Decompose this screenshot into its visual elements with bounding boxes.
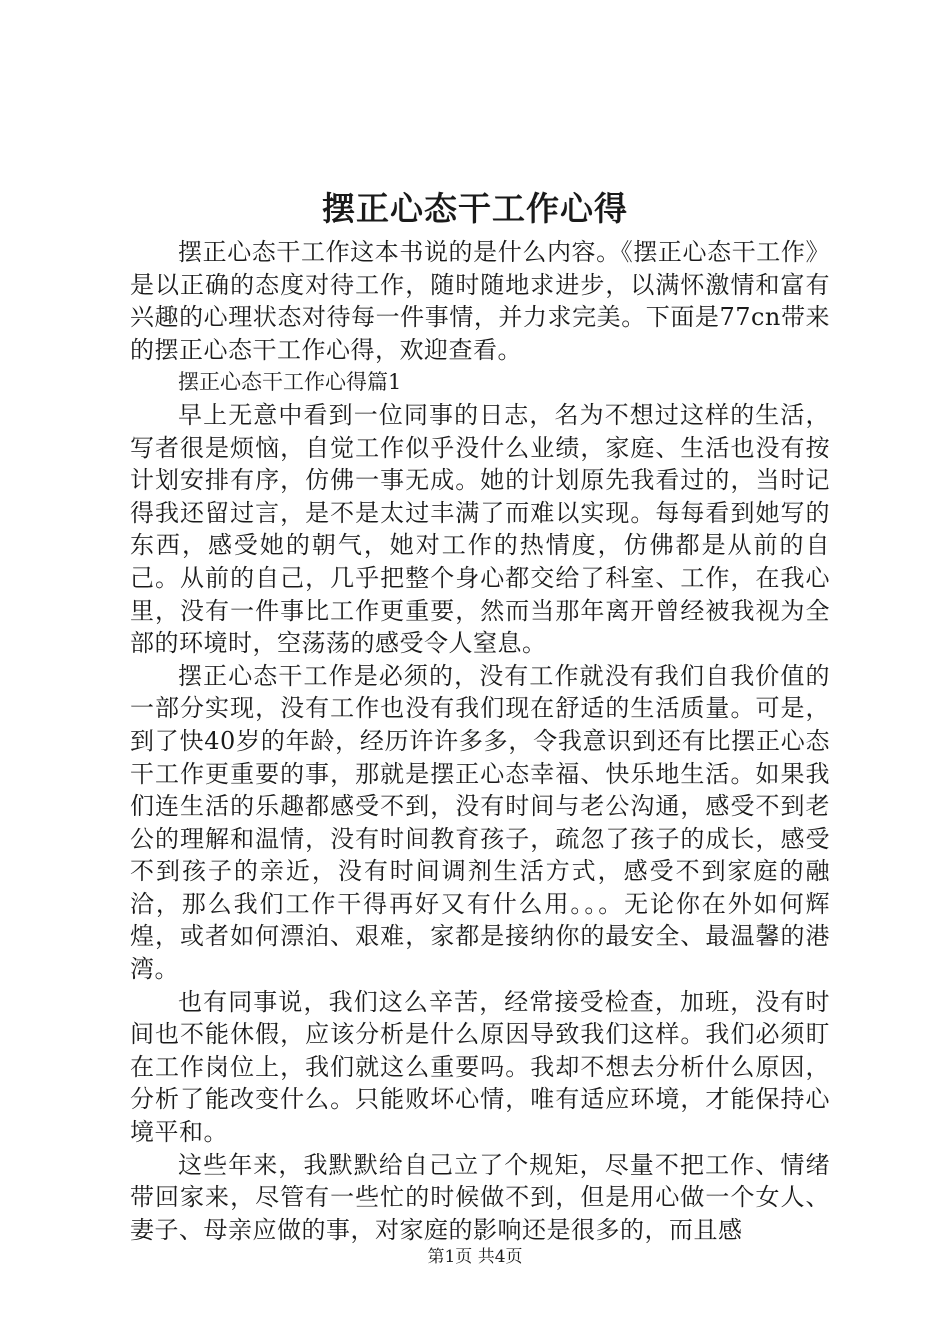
section-heading: 摆正心态干工作心得篇1 (178, 370, 402, 395)
intro-paragraph: 摆正心态干工作这本书说的是什么内容。《摆正心态干工作》是以正确的态度对待工作，随时随地求进步，以满怀激情和富有兴趣的心理状态对待每一件事情，并力求完美。下面是77cn带来的摆正心态干工作心得，欢迎查看。 (130, 238, 830, 364)
body-paragraph-4: 这些年来，我默默给自己立了个规矩，尽量不把工作、情绪带回家来，尽管有一些忙的时候做不到，但是用心做一个女人、妻子、母亲应做的事，对家庭的影响还是很多的，而且感 (130, 1150, 830, 1244)
body-paragraph-1: 早上无意中看到一位同事的日志，名为不想过这样的生活，写者很是烦恼，自觉工作似乎没什么业绩，家庭、生活也没有按计划安排有序，仿佛一事无成。她的计划原先我看过的，当时记得我还留过言，是不是太过丰满了而难以实现。每每看到她写的东西，感受她的朝气，她对工作的热情度，仿佛都是从前的自己。从前的自己，几乎把整个身心都交给了科室、工作，在我心里，没有一件事比工作更重要，然而当那年离开曾经被我视为全部的环境时，空荡荡的感受令人窒息。 (130, 400, 830, 658)
document-body (130, 236, 830, 1246)
document-title: 摆正心态干工作心得 (322, 189, 628, 228)
page-number-footer: 第1页 共4页 (427, 1247, 523, 1267)
body-paragraph-3: 也有同事说，我们这么辛苦，经常接受检查，加班，没有时间也不能休假，应该分析是什么原因导致我们这样。我们必须盯在工作岗位上，我们就这么重要吗。我却不想去分析什么原因，分析了能改变什么。只能败坏心情，唯有适应环境，才能保持心境平和。 (130, 987, 830, 1147)
body-paragraph-2: 摆正心态干工作是必须的，没有工作就没有我们自我价值的一部分实现，没有工作也没有我们现在舒适的生活质量。可是，到了快40岁的年龄，经历许许多多，令我意识到还有比摆正心态干工作更重要的事，那就是摆正心态幸福、快乐地生活。如果我们连生活的乐趣都感受不到，没有时间与老公沟通，感受不到老公的理解和温情，没有时间教育孩子，疏忽了孩子的成长，感受不到孩子的亲近，没有时间调剂生活方式，感受不到家庭的融洽，那么我们工作干得再好又有什么用。。。无论你在外如何辉煌，或者如何漂泊、艰难，家都是接纳你的最安全、最温馨的港湾。 (130, 661, 830, 984)
